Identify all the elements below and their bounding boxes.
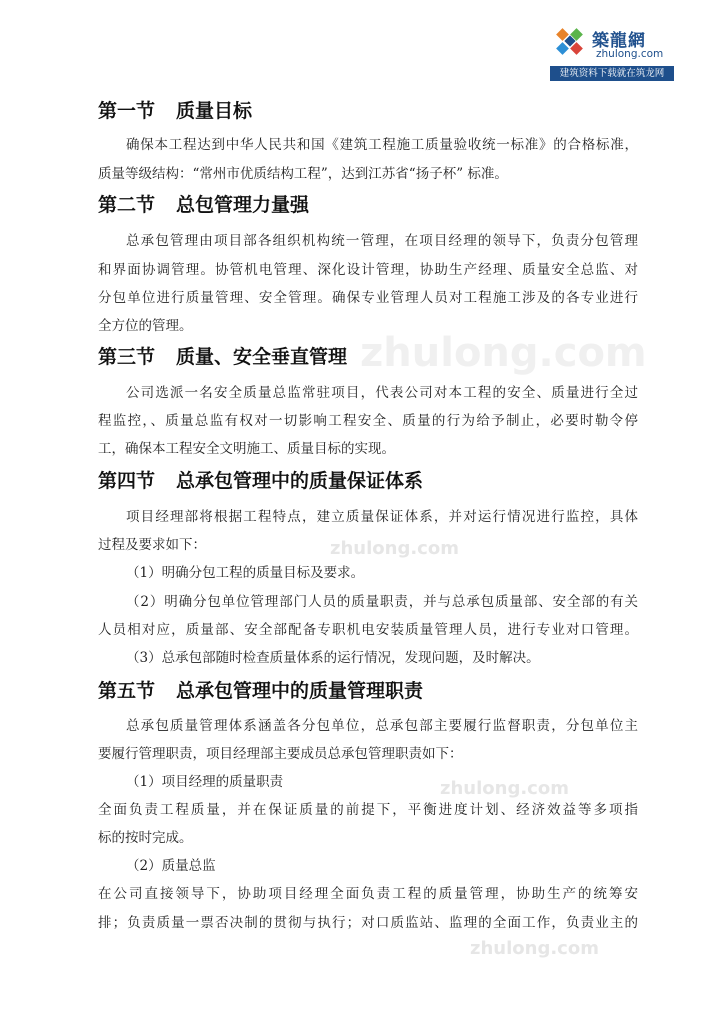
section-heading	[98, 342, 347, 369]
list-item: （1）项目经理的质量职责	[126, 774, 284, 790]
section-heading	[98, 676, 423, 703]
paragraph-line: 全方位的管理。	[98, 318, 193, 334]
paragraph-line: 在公司直接领导下，协助项目经理全面负责工程的质量管理，协助生产的统筹安	[98, 886, 638, 902]
zhulong-logo	[550, 22, 674, 84]
paragraph-line: 确保本工程达到中华人民共和国《建筑工程施工质量验收统一标准》的合格标准，	[126, 137, 638, 153]
section-heading	[98, 466, 423, 493]
section-title: 总承包管理中的质量保证体系	[176, 470, 424, 492]
logo-name: 築龍網	[592, 31, 646, 51]
section-number: 第四节	[98, 470, 156, 492]
section-title: 总承包管理中的质量管理职责	[176, 680, 424, 702]
section-number: 第一节	[98, 100, 156, 122]
paragraph-line: 排；负责质量一票否决制的贯彻与执行；对口质监站、监理的全面工作，负责业主的	[98, 915, 638, 931]
list-item: （2）明确分包单位管理部门人员的质量职责，并与总承包质量部、安全部的有关	[126, 594, 638, 610]
paragraph-line: 工，确保本工程安全文明施工、质量目标的实现。	[98, 441, 395, 457]
list-item: （1）明确分包工程的质量目标及要求。	[126, 565, 365, 581]
logo-diamond-icon	[552, 24, 590, 62]
section-heading	[98, 96, 252, 123]
watermark: zhulong.com	[360, 330, 647, 376]
paragraph-line: 项目经理部将根据工程特点，建立质量保证体系，并对运行情况进行监控，具体	[126, 509, 638, 525]
paragraph-line: 和界面协调管理。协管机电管理、深化设计管理，协助生产经理、质量安全总监、对	[98, 262, 638, 278]
paragraph-line: 标的按时完成。	[98, 830, 193, 846]
paragraph-line: 人员相对应，质量部、安全部配备专职机电安装质量管理人员，进行专业对口管理。	[98, 622, 638, 638]
section-number: 第三节	[98, 346, 156, 368]
watermark: zhulong.com	[330, 538, 459, 559]
paragraph-line: 过程及要求如下：	[98, 537, 206, 553]
section-title: 质量、安全垂直管理	[176, 346, 348, 368]
watermark: zhulong.com	[440, 778, 569, 799]
logo-slogan: 建筑资料下载就在筑龙网	[550, 66, 674, 81]
section-title: 质量目标	[176, 100, 253, 122]
paragraph-line: 质量等级结构：“常州市优质结构工程”，达到江苏省“扬子杯” 标准。	[98, 166, 508, 182]
watermark: zhulong.com	[470, 938, 599, 959]
paragraph-line: 总承包管理由项目部各组织机构统一管理，在项目经理的领导下，负责分包管理	[126, 233, 638, 249]
list-item: （3）总承包部随时检查质量体系的运行情况，发现问题，及时解决。	[126, 650, 540, 666]
paragraph-line: 总承包质量管理体系涵盖各分包单位，总承包部主要履行监督职责，分包单位主	[126, 718, 638, 734]
section-number: 第五节	[98, 680, 156, 702]
paragraph-line: 程监控，、质量总监有权对一切影响工程安全、质量的行为给予制止，必要时勒令停	[98, 413, 638, 429]
logo-url: zhulong.com	[596, 48, 664, 60]
section-heading	[98, 190, 309, 217]
paragraph-line: 分包单位进行质量管理、安全管理。确保专业管理人员对工程施工涉及的各专业进行	[98, 290, 638, 306]
section-number: 第二节	[98, 194, 156, 216]
section-title: 总包管理力量强	[176, 194, 310, 216]
paragraph-line: 公司选派一名安全质量总监常驻项目，代表公司对本工程的安全、质量进行全过	[126, 385, 638, 401]
list-item: （2）质量总监	[126, 858, 216, 874]
paragraph-line: 全面负责工程质量，并在保证质量的前提下，平衡进度计划、经济效益等多项指	[98, 802, 638, 818]
paragraph-line: 要履行管理职责，项目经理部主要成员总承包管理职责如下：	[98, 746, 463, 762]
